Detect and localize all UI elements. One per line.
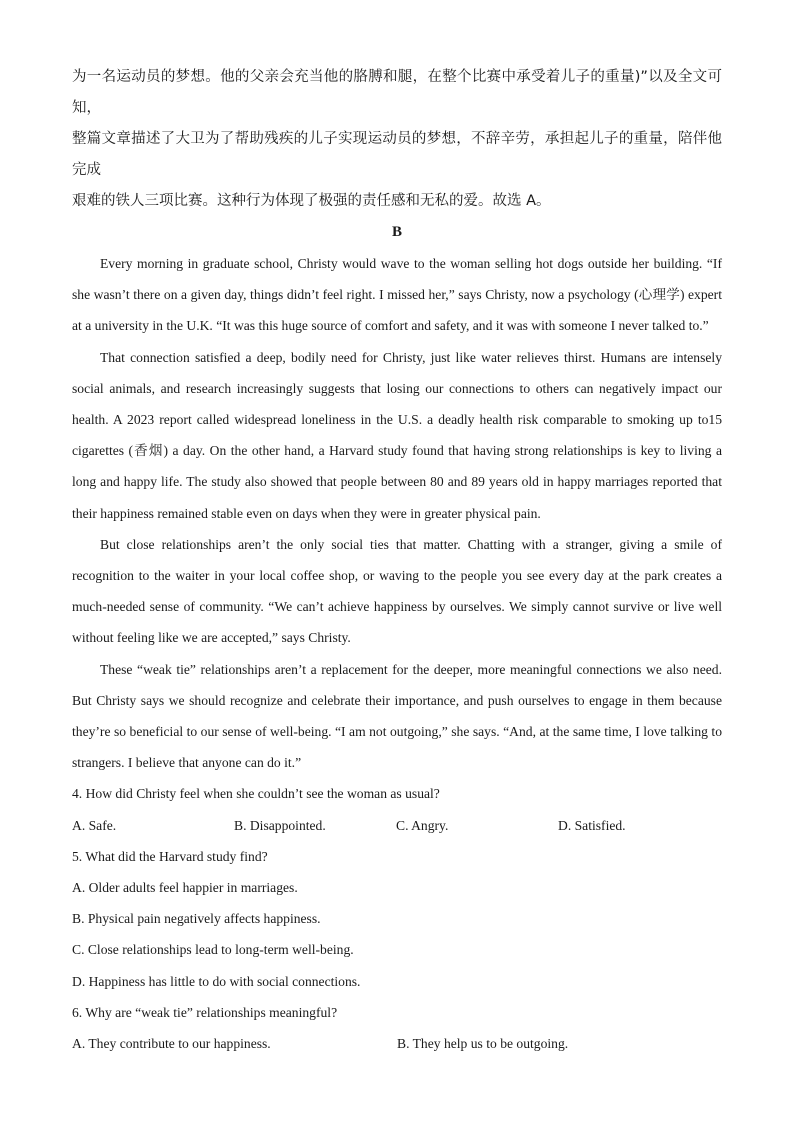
option-b: B. They help us to be outgoing.	[397, 1036, 569, 1052]
option-b: B. Disappointed.	[234, 817, 326, 833]
option-d: D. Satisfied.	[558, 817, 626, 833]
explanation-line: 艰难的铁人三项比赛。这种行为体现了极强的责任感和无私的爱。故选 A。	[72, 193, 551, 209]
option-a: A. Safe.	[72, 817, 117, 833]
question-stem: 5. What did the Harvard study find?	[72, 848, 268, 864]
question-stem: 4. How did Christy feel when she couldn’t see the woman as usual?	[72, 786, 440, 802]
section-title: B	[391, 224, 402, 240]
passage-paragraph-1: Every morning in graduate school, Christy would wave to the woman selling hot dogs outside her building. “If she wasn’t there on a given day, things didn’t feel right. I missed her,” says Christy, now a psychology (心理学) expert at a university in the U.K. “It was this huge source of comfort and safety, and it was with someone I never talked to.”	[72, 256, 722, 334]
option-row	[72, 1028, 722, 1059]
option-c: C. Angry.	[396, 817, 449, 833]
option-row	[72, 810, 722, 841]
option-b: B. Physical pain negatively affects happiness.	[72, 911, 321, 927]
passage-paragraph-3: But close relationships aren’t the only social ties that matter. Chatting with a stranger, giving a smile of recognition to the waiter in your local coffee shop, or waving to the people you see every day at the park creates a much-needed sense of community. “We can’t achieve happiness by ourselves. We simply cannot survive or live well without feeling like we are accepted,” says Christy.	[72, 536, 722, 646]
document-page	[72, 62, 722, 1059]
option-c: C. Close relationships lead to long-term well-being.	[72, 942, 354, 958]
reading-passage	[72, 248, 722, 778]
question-stem: 6. Why are “weak tie” relationships meaningful?	[72, 1004, 338, 1020]
question-4	[72, 778, 722, 840]
option-a: A. Older adults feel happier in marriages.	[72, 880, 298, 896]
question-5	[72, 841, 722, 997]
explanation-line: 为一名运动员的梦想。他的父亲会充当他的胳膊和腿，在整个比赛中承受着儿子的重量)”以及全文可知，	[72, 69, 722, 116]
question-6	[72, 997, 722, 1059]
explanation-line: 整篇文章描述了大卫为了帮助残疾的儿子实现运动员的梦想，不辞辛劳，承担起儿子的重量，陪伴他完成	[72, 131, 722, 178]
passage-paragraph-2: That connection satisfied a deep, bodily need for Christy, just like water relieves thirst. Humans are intensely social animals, and research increasingly suggests that losing our connections to others can negatively impact our health. A 2023 report called widespread loneliness in the U.S. a deadly health risk comparable to smoking up to15 cigarettes (香烟) a day. On the other hand, a Harvard study found that having strong relationships is key to living a long and happy life. The study also showed that people between 80 and 89 years old in happy marriages reported that their happiness remained stable even on days when they were in greater physical pain.	[72, 349, 722, 521]
answer-explanation-cn	[72, 62, 722, 217]
option-d: D. Happiness has little to do with social connections.	[72, 973, 361, 989]
passage-paragraph-4: These “weak tie” relationships aren’t a replacement for the deeper, more meaningful connections we also need. But Christy says we should recognize and celebrate their importance, and push ourselves to engage in them because they’re so beneficial to our sense of well-being. “I am not outgoing,” she says. “And, at the same time, I love talking to strangers. I believe that anyone can do it.”	[72, 661, 722, 771]
option-a: A. They contribute to our happiness.	[72, 1036, 271, 1052]
